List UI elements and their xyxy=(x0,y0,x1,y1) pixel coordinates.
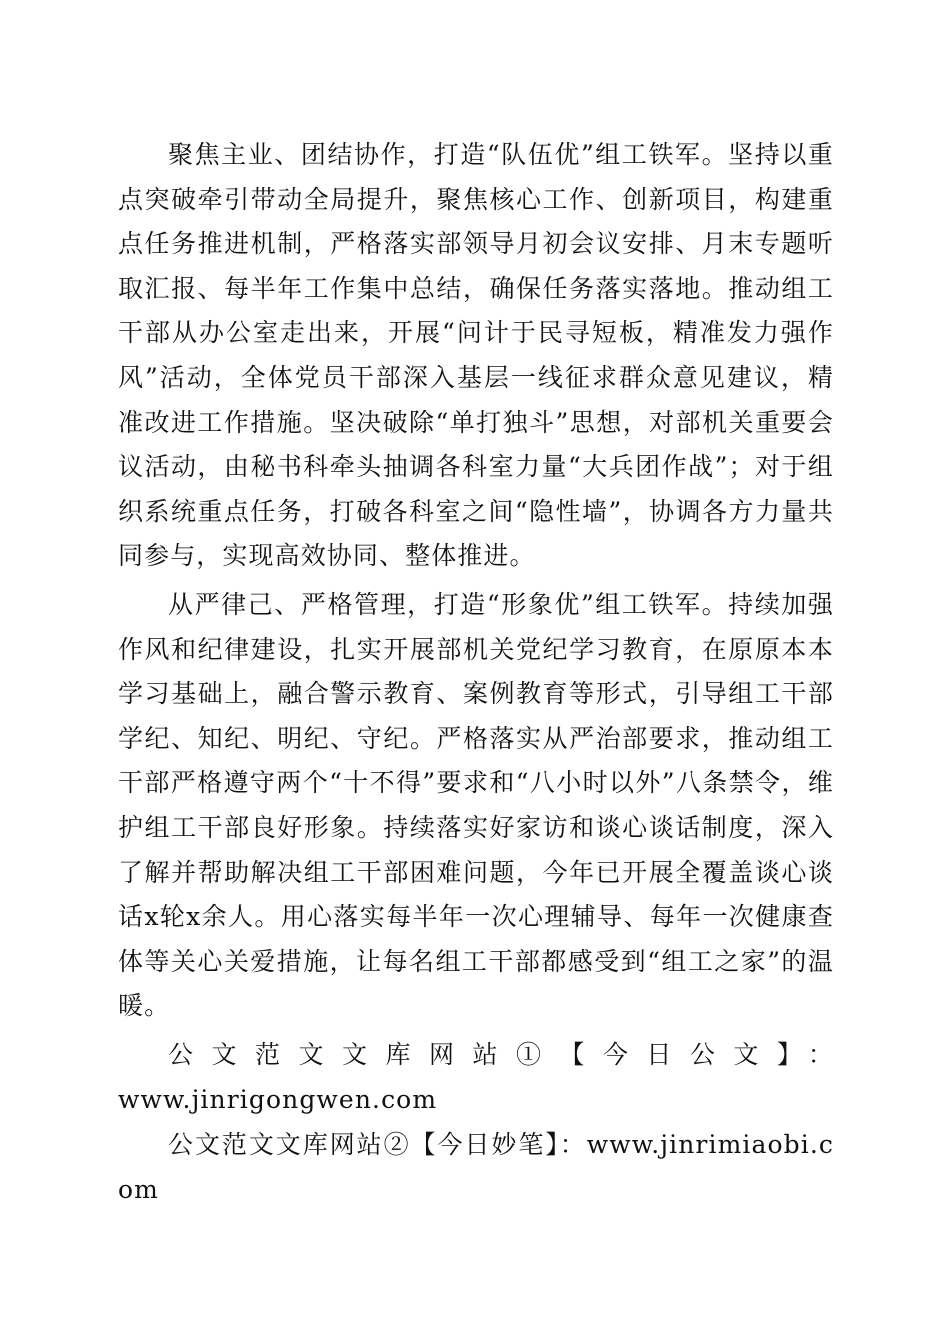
site-line-2: 公文范文文库网站②【今日妙笔】：www.jinrimiaobi.com xyxy=(118,1130,834,1204)
site-line-1-label: 公文范文文库网站①【今日公文】： xyxy=(168,1040,834,1069)
site-line-1-url: www.jinrigongwen.com xyxy=(118,1085,438,1114)
paragraph-team-unity: 聚焦主业、团结协作，打造“队伍优”组工铁军。坚持以重点突破牵引带动全局提升，聚焦核心工作、创新项目，构建重点任务推进机制，严格落实部领导月初会议安排、月末专题听取汇报、每半年工作集中总结，确保任务落实落地。推动组工干部从办公室走出来，开展“问计于民寻短板，精准发力强作风”活动，全体党员干部深入基层一线征求群众意见建议，精准改进工作措施。坚决破除“单打独斗”思想，对部机关重要会议活动，由秘书科牵头抽调各科室力量“大兵团作战”；对于组织系统重点任务，打破各科室之间“隐性墙”，协调各方力量共同参与，实现高效协同、整体推进。 xyxy=(118,140,834,571)
paragraph-strict-discipline: 从严律己、严格管理，打造“形象优”组工铁军。持续加强作风和纪律建设，扎实开展部机关党纪学习教育，在原原本本学习基础上，融合警示教育、案例教育等形式，引导组工干部学纪、知纪、明纪、守纪。严格落实从严治部要求，推动组工干部严格遵守两个“十不得”要求和“八小时以外”八条禁令，维护组工干部良好形象。持续落实好家访和谈心谈话制度，深入了解并帮助解决组工干部困难问题，今年已开展全覆盖谈心谈话x轮x余人。用心落实每半年一次心理辅导、每年一次健康查体等关心关爱措施，让每名组工干部都感受到“组工之家”的温暖。 xyxy=(118,590,834,1021)
